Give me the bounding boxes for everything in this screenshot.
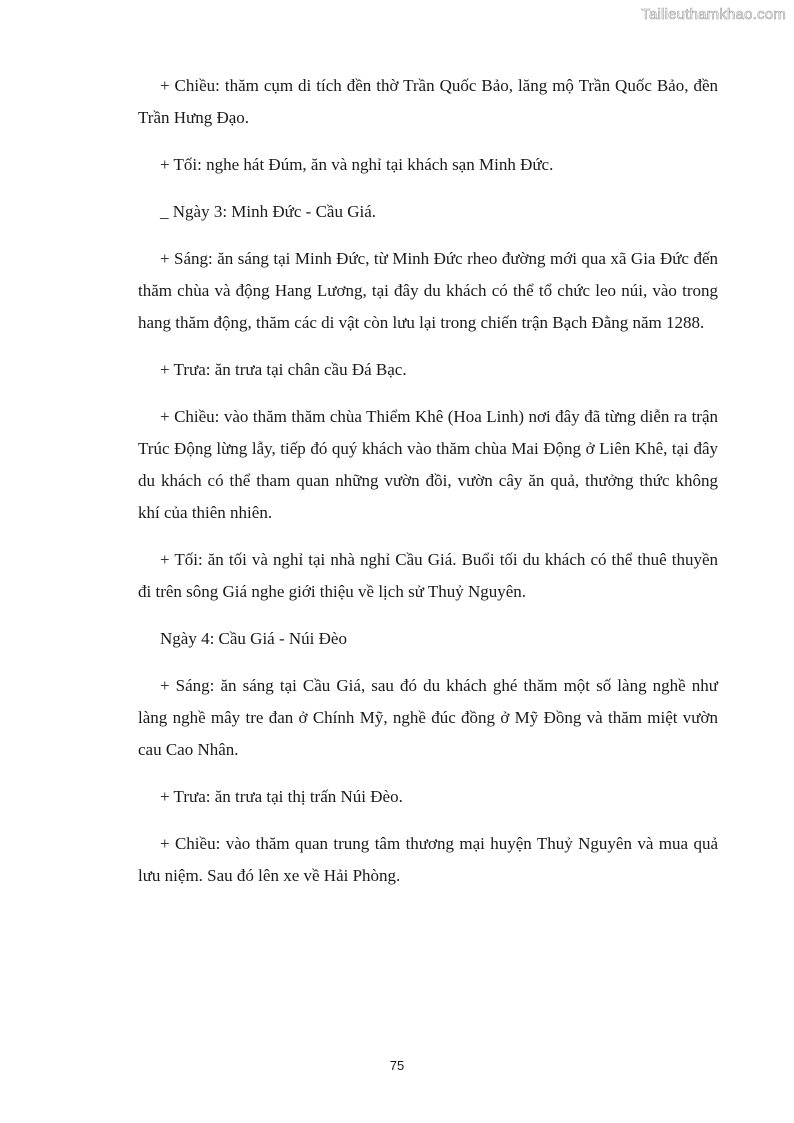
paragraph-day3-afternoon: + Chiều: vào thăm thăm chùa Thiểm Khê (Hoa Linh) nơi đây đã từng diễn ra trận Trúc Động lừng lẫy, tiếp đó quý khách vào thăm chùa Mai Động ở Liên Khê, tại đây du khách có thể tham quan những vườn đồi, vườn cây ăn quả, thưởng thức không khí của thiên nhiên. — [138, 407, 718, 522]
paragraph-day3-noon: + Trưa: ăn trưa tại chân cầu Đá Bạc. — [160, 360, 407, 379]
paragraph-day2-evening: + Tối: nghe hát Đúm, ăn và nghỉ tại khách sạn Minh Đức. — [160, 155, 554, 174]
paragraph-day4-noon: + Trưa: ăn trưa tại thị trấn Núi Đèo. — [160, 787, 403, 806]
watermark: Tailieuthamkhao.com — [641, 6, 786, 23]
paragraph-day3-morning: + Sáng: ăn sáng tại Minh Đức, từ Minh Đức rheo đường mới qua xã Gia Đức đến thăm chùa và động Hang Lương, tại đây du khách có thể tổ chức leo núi, vào trong hang thăm động, thăm các di vật còn lưu lại trong chiến trận Bạch Đằng năm 1288. — [138, 249, 718, 332]
paragraph-day3-evening: + Tối: ăn tối và nghỉ tại nhà nghỉ Cầu Giá. Buổi tối du khách có thể thuê thuyền đi trên sông Giá nghe giới thiệu về lịch sử Thuỷ Nguyên. — [138, 550, 718, 601]
page-number: 75 — [389, 1058, 405, 1073]
document-body — [138, 70, 718, 907]
paragraph-day4-morning: + Sáng: ăn sáng tại Cầu Giá, sau đó du khách ghé thăm một số làng nghề như làng nghề mây tre đan ở Chính Mỹ, nghề đúc đồng ở Mỹ Đồng và thăm miệt vườn cau Cao Nhân. — [138, 676, 718, 759]
paragraph-day4-afternoon: + Chiều: vào thăm quan trung tâm thương mại huyện Thuỷ Nguyên và mua quả lưu niệm. Sau đó lên xe về Hải Phòng. — [138, 834, 718, 885]
day3-heading: _ Ngày 3: Minh Đức - Cầu Giá. — [160, 202, 377, 221]
day4-heading: Ngày 4: Cầu Giá - Núi Đèo — [160, 629, 347, 648]
paragraph-day2-afternoon: + Chiều: thăm cụm di tích đền thờ Trần Quốc Bảo, lăng mộ Trần Quốc Bảo, đền Trần Hưng Đạo. — [138, 76, 718, 127]
